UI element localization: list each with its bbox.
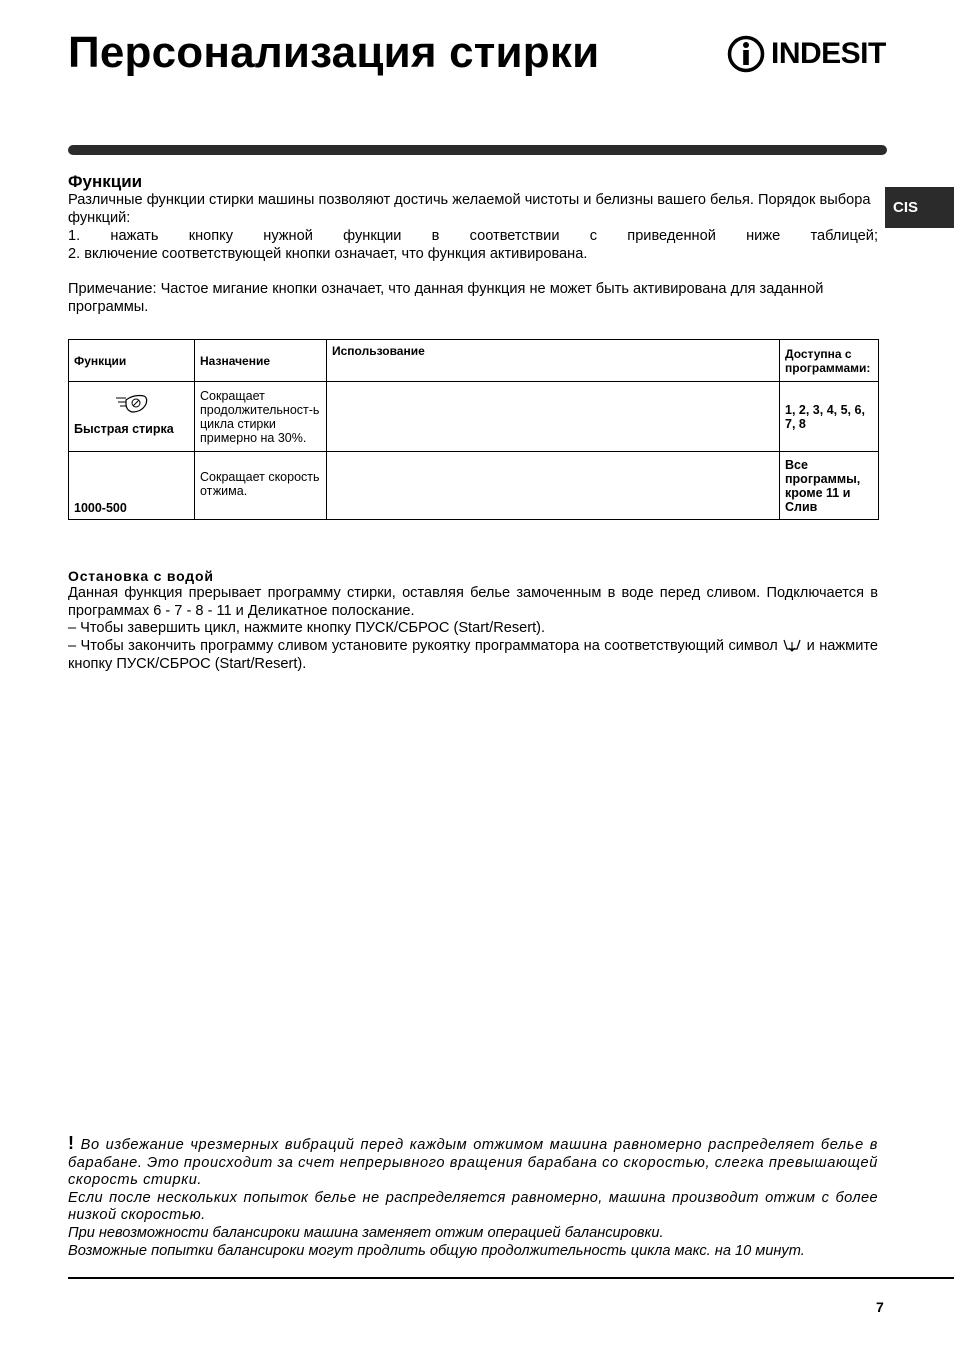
function-purpose: Сокращает скорость отжима. (195, 452, 327, 520)
page-number: 7 (876, 1299, 884, 1315)
function-usage (327, 382, 780, 452)
function-purpose: Сокращает продолжительност-ь цикла стирки примерно на 30%. (195, 382, 327, 452)
function-name: Быстрая стирка (74, 422, 174, 436)
stop-with-water-text: Данная функция прерывает программу стирки, оставляя белье замоченным в воде перед сливом. Подключается в программах 6 - 7 - 8 - 11 и Деликатное полоскание. (68, 585, 878, 619)
col-header-function: Функции (69, 340, 195, 382)
quick-wash-icon (114, 392, 150, 416)
footer-divider (68, 1277, 954, 1279)
function-available: 1, 2, 3, 4, 5, 6, 7, 8 (780, 382, 879, 452)
table-row (69, 382, 879, 452)
warning-paragraph-2: Если после нескольких попыток белье не распределяется равномерно, машина производит отжим с более низкой скоростью. (68, 1189, 878, 1224)
warning-mark: ! (68, 1133, 75, 1153)
warning-paragraph-3: При невозможности балансироки машина заменяет отжим операцией балансировки. (68, 1224, 664, 1241)
page-title: Персонализация стирки (68, 28, 600, 77)
language-tab: CIS (885, 187, 954, 228)
warning-paragraph-1: Во избежание чрезмерных вибраций перед каждым отжимом машина равномерно распределяет белье в барабане. Это происходит за счет непрерывного вращения барабана со скоростью, слегка превышающей скорость стирки. (68, 1137, 878, 1189)
function-available: Все программы, кроме 11 и Слив (780, 452, 879, 520)
stop-with-water-line-2 (68, 638, 878, 673)
functions-intro: Различные функции стирки машины позволяют достичь желаемой чистоты и белизны вашего белья. Порядок выбора функций: (68, 192, 871, 226)
table-header-row (69, 340, 879, 382)
brand-name: INDESIT (771, 37, 886, 70)
functions-table (68, 339, 879, 520)
brand-logo-icon (727, 34, 765, 74)
row-function-cell (69, 452, 195, 520)
functions-step-1: 1. нажать кнопку нужной функции в соответствии с приведенной ниже таблицей; (68, 228, 878, 244)
drain-icon (782, 638, 802, 652)
table-row (69, 452, 879, 520)
stop-with-water-heading: Остановка с водой (68, 568, 214, 584)
row-function-cell (69, 382, 195, 452)
functions-note: Примечание: Частое мигание кнопки означает, что данная функция не может быть активирована для заданной программы. (68, 281, 824, 315)
stop-with-water-line-1: – Чтобы завершить цикл, нажмите кнопку ПУСК/СБРОС (Start/Resert). (68, 620, 546, 636)
functions-step-2: 2. включение соответствующей кнопки означает, что функция активирована. (68, 246, 588, 262)
stop-line-2-part-b: и нажмите кнопку ПУСК/СБРОС (Start/Resert). (68, 638, 878, 672)
balance-warning (68, 1135, 878, 1260)
stop-line-2-part-a: – Чтобы закончить программу сливом установите рукоятку программатора на соответствующий символ (68, 638, 778, 654)
functions-heading: Функции (68, 172, 143, 191)
col-header-available: Доступна с программами: (780, 340, 879, 382)
brand-logo (727, 32, 889, 76)
col-header-purpose: Назначение (195, 340, 327, 382)
warning-paragraph-4: Возможные попытки балансироки могут продлить общую продолжительность цикла макс. на 10 минут. (68, 1242, 805, 1259)
function-name: 1000-500 (74, 501, 127, 515)
col-header-usage: Использование (327, 340, 780, 382)
header-divider (68, 145, 887, 155)
function-usage (327, 452, 780, 520)
